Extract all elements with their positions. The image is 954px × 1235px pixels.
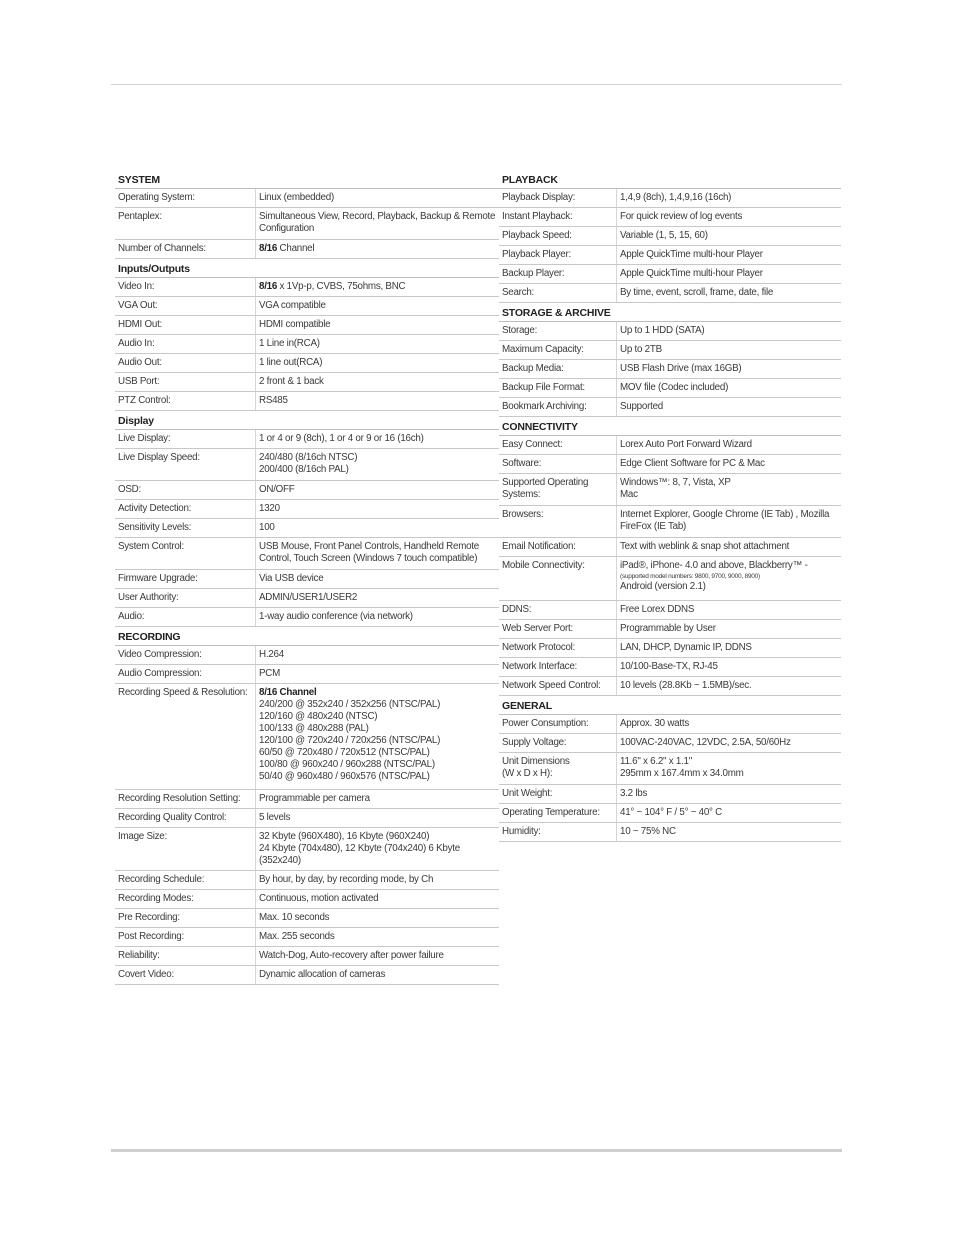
spec-label: Instant Playback:: [499, 208, 617, 226]
spec-label: User Authority:: [115, 589, 256, 607]
spec-row: [499, 658, 841, 677]
spec-label: Recording Resolution Setting:: [115, 790, 256, 808]
spec-value: MOV file (Codec included): [620, 382, 729, 393]
section-header-recording: RECORDING: [115, 627, 499, 646]
spec-row: [115, 354, 499, 373]
spec-label: Video In:: [115, 278, 256, 296]
spec-value: 1 Line in(RCA): [259, 338, 320, 349]
spec-row: [115, 909, 499, 928]
spec-label: Mobile Connectivity:: [499, 557, 617, 600]
spec-value: Windows™: 8, 7, Vista, XP Mac: [620, 477, 731, 500]
spec-value: Up to 1 HDD (SATA): [620, 325, 705, 336]
spec-label: Recording Speed & Resolution:: [115, 684, 256, 789]
bottom-rule: [111, 1149, 842, 1152]
spec-label: Web Server Port:: [499, 620, 617, 638]
spec-label: Sensitivity Levels:: [115, 519, 256, 537]
spec-value: 11.6" x 6.2" x 1.1" 295mm x 167.4mm x 34.0mm: [620, 756, 744, 779]
spec-value: 100VAC-240VAC, 12VDC, 2.5A, 50/60Hz: [620, 737, 791, 748]
spec-label: Live Display Speed:: [115, 449, 256, 480]
spec-value: USB Mouse, Front Panel Controls, Handheld Remote Control, Touch Screen (Windows 7 touch compatible): [259, 541, 479, 564]
spec-value: Continuous, motion activated: [259, 893, 379, 904]
spec-value: 2 front & 1 back: [259, 376, 324, 387]
spec-value: Simultaneous View, Record, Playback, Backup & Remote Configuration: [259, 211, 496, 234]
spec-label: Audio:: [115, 608, 256, 626]
spec-row: [115, 570, 499, 589]
spec-row: [499, 557, 841, 601]
spec-value: Up to 2TB: [620, 344, 662, 355]
spec-label: Video Compression:: [115, 646, 256, 664]
spec-column-right: [499, 170, 841, 842]
spec-value: PCM: [259, 668, 281, 679]
spec-label: Network Protocol:: [499, 639, 617, 657]
spec-value: Variable (1, 5, 15, 60): [620, 230, 708, 241]
spec-row: [115, 316, 499, 335]
section-header-display: Display: [115, 411, 499, 430]
spec-row: [499, 189, 841, 208]
spec-row: [499, 601, 841, 620]
section-header-storage-archive: STORAGE & ARCHIVE: [499, 303, 841, 322]
spec-row: [115, 890, 499, 909]
spec-value: For quick review of log events: [620, 211, 743, 222]
spec-row: [499, 379, 841, 398]
spec-label: Maximum Capacity:: [499, 341, 617, 359]
spec-label: Bookmark Archiving:: [499, 398, 617, 416]
spec-value: 100: [259, 522, 275, 533]
spec-value: Edge Client Software for PC & Mac: [620, 458, 765, 469]
spec-label: Network Interface:: [499, 658, 617, 676]
spec-label: Number of Channels:: [115, 240, 256, 258]
spec-row: [499, 322, 841, 341]
spec-label: USB Port:: [115, 373, 256, 391]
spec-row: [115, 665, 499, 684]
spec-label: Audio Compression:: [115, 665, 256, 683]
spec-value: Via USB device: [259, 573, 324, 584]
spec-label: Supported Operating Systems:: [499, 474, 617, 505]
spec-value: 8/16 Channel 240/200 @ 352x240 / 352x256 (NTSC/PAL) 120/160 @ 480x240 (NTSC) 100/133 @ 480x288 (PAL) 120/100 @ 720x240 / 720x256 (NTSC/PAL) 60/50 @ 720x480 / 720x512 (NTSC/PAL) 100/80 @ 960x240 / 960x288 (NTSC/PAL) 50/40 @ 960x480 / 960x576 (NTSC/PAL): [259, 687, 441, 782]
spec-value: 32 Kbyte (960X480), 16 Kbyte (960X240) 24 Kbyte (704x480), 12 Kbyte (704x240) 6 Kbyte (352x240): [259, 831, 460, 866]
spec-label: Search:: [499, 284, 617, 302]
spec-row: [115, 240, 499, 259]
spec-row: [115, 871, 499, 890]
spec-value: Watch-Dog, Auto-recovery after power failure: [259, 950, 444, 961]
spec-value: iPad®, iPhone- 4.0 and above, Blackberry™ - (supported model numbers: 9800, 9700, 9000, 8900) Android (version 2.1): [620, 560, 808, 592]
spec-row: [499, 246, 841, 265]
spec-value: ON/OFF: [259, 484, 295, 495]
spec-row: [115, 373, 499, 392]
spec-value: Lorex Auto Port Forward Wizard: [620, 439, 752, 450]
spec-row: [115, 966, 499, 985]
spec-label: Browsers:: [499, 506, 617, 537]
spec-label: Live Display:: [115, 430, 256, 448]
spec-label: Storage:: [499, 322, 617, 340]
spec-row: [499, 341, 841, 360]
spec-value: 8/16 x 1Vp-p, CVBS, 75ohms, BNC: [259, 281, 406, 292]
spec-label: Activity Detection:: [115, 500, 256, 518]
spec-label: Operating System:: [115, 189, 256, 207]
spec-value: Approx. 30 watts: [620, 718, 689, 729]
spec-row: [115, 684, 499, 790]
spec-value: VGA compatible: [259, 300, 326, 311]
spec-column-left: [115, 170, 499, 985]
spec-label: Backup Player:: [499, 265, 617, 283]
spec-row: [115, 809, 499, 828]
spec-row: [115, 519, 499, 538]
spec-label: Software:: [499, 455, 617, 473]
spec-value: Internet Explorer, Google Chrome (IE Tab) , Mozilla FireFox (IE Tab): [620, 509, 830, 532]
top-rule: [111, 84, 842, 85]
spec-label: Humidity:: [499, 823, 617, 841]
spec-label: Pentaplex:: [115, 208, 256, 239]
spec-label: Audio In:: [115, 335, 256, 353]
spec-row: [499, 753, 841, 785]
spec-row: [499, 227, 841, 246]
spec-value: 10/100-Base-TX, RJ-45: [620, 661, 718, 672]
spec-row: [499, 398, 841, 417]
spec-row: [115, 392, 499, 411]
spec-row: [499, 506, 841, 538]
spec-value: Programmable by User: [620, 623, 716, 634]
spec-row: [499, 474, 841, 506]
spec-row: [499, 677, 841, 696]
spec-label: VGA Out:: [115, 297, 256, 315]
spec-label: Image Size:: [115, 828, 256, 870]
spec-label: DDNS:: [499, 601, 617, 619]
spec-row: [115, 208, 499, 240]
spec-value: 8/16 Channel: [259, 243, 315, 254]
spec-row: [499, 620, 841, 639]
spec-row: [499, 360, 841, 379]
spec-value: 1 or 4 or 9 (8ch), 1 or 4 or 9 or 16 (16ch): [259, 433, 424, 444]
spec-value: 240/480 (8/16ch NTSC) 200/400 (8/16ch PAL): [259, 452, 358, 475]
spec-row: [115, 589, 499, 608]
spec-row: [115, 430, 499, 449]
spec-value: RS485: [259, 395, 288, 406]
spec-value: 1,4,9 (8ch), 1,4,9,16 (16ch): [620, 192, 732, 203]
spec-label: Easy Connect:: [499, 436, 617, 454]
spec-value: 10 ~ 75% NC: [620, 826, 676, 837]
spec-label: Reliability:: [115, 947, 256, 965]
section-header-playback: PLAYBACK: [499, 170, 841, 189]
spec-row: [115, 538, 499, 570]
spec-row: [499, 785, 841, 804]
spec-value: 5 levels: [259, 812, 291, 823]
spec-value: Dynamic allocation of cameras: [259, 969, 386, 980]
spec-row: [115, 646, 499, 665]
spec-row: [115, 335, 499, 354]
spec-label: OSD:: [115, 481, 256, 499]
spec-label: Playback Player:: [499, 246, 617, 264]
spec-row: [115, 481, 499, 500]
spec-label: Email Notification:: [499, 538, 617, 556]
spec-value: 3.2 lbs: [620, 788, 648, 799]
section-header-system: SYSTEM: [115, 170, 499, 189]
spec-value: Apple QuickTime multi-hour Player: [620, 249, 763, 260]
spec-value: 1-way audio conference (via network): [259, 611, 413, 622]
spec-label: Pre Recording:: [115, 909, 256, 927]
spec-row: [499, 538, 841, 557]
spec-label: HDMI Out:: [115, 316, 256, 334]
spec-row: [499, 208, 841, 227]
spec-value: 1 line out(RCA): [259, 357, 323, 368]
section-header-inputs-outputs: Inputs/Outputs: [115, 259, 499, 278]
spec-label: Playback Display:: [499, 189, 617, 207]
spec-value: 41° ~ 104° F / 5° ~ 40° C: [620, 807, 723, 818]
spec-row: [499, 639, 841, 658]
spec-label: Power Consumption:: [499, 715, 617, 733]
spec-row: [115, 500, 499, 519]
spec-value: H.264: [259, 649, 284, 660]
spec-value: 1320: [259, 503, 280, 514]
spec-label: Post Recording:: [115, 928, 256, 946]
spec-value: Programmable per camera: [259, 793, 370, 804]
spec-label: Recording Schedule:: [115, 871, 256, 889]
section-header-connectivity: CONNECTIVITY: [499, 417, 841, 436]
spec-label: Network Speed Control:: [499, 677, 617, 695]
spec-row: [115, 608, 499, 627]
spec-row: [115, 189, 499, 208]
spec-label: Operating Temperature:: [499, 804, 617, 822]
spec-label: Firmware Upgrade:: [115, 570, 256, 588]
spec-value: LAN, DHCP, Dynamic IP, DDNS: [620, 642, 752, 653]
spec-row: [499, 823, 841, 842]
spec-label: System Control:: [115, 538, 256, 569]
spec-row: [499, 715, 841, 734]
spec-label: PTZ Control:: [115, 392, 256, 410]
spec-label: Unit Dimensions (W x D x H):: [499, 753, 617, 784]
spec-label: Supply Voltage:: [499, 734, 617, 752]
spec-row: [499, 265, 841, 284]
spec-value: HDMI compatible: [259, 319, 331, 330]
spec-label: Recording Quality Control:: [115, 809, 256, 827]
section-header-general: GENERAL: [499, 696, 841, 715]
spec-row: [499, 455, 841, 474]
spec-label: Recording Modes:: [115, 890, 256, 908]
spec-row: [115, 947, 499, 966]
spec-value: By time, event, scroll, frame, date, file: [620, 287, 774, 298]
spec-row: [115, 278, 499, 297]
spec-label: Backup File Format:: [499, 379, 617, 397]
spec-value: Apple QuickTime multi-hour Player: [620, 268, 763, 279]
spec-value: Linux (embedded): [259, 192, 334, 203]
spec-row: [115, 928, 499, 947]
spec-value: Max. 255 seconds: [259, 931, 335, 942]
spec-value: 10 levels (28.8Kb ~ 1.5MB)/sec.: [620, 680, 752, 691]
spec-label: Unit Weight:: [499, 785, 617, 803]
spec-row: [499, 804, 841, 823]
spec-row: [115, 790, 499, 809]
spec-row: [499, 284, 841, 303]
spec-label: Playback Speed:: [499, 227, 617, 245]
spec-row: [115, 828, 499, 871]
spec-value: Free Lorex DDNS: [620, 604, 695, 615]
spec-row: [115, 449, 499, 481]
spec-value: ADMIN/USER1/USER2: [259, 592, 358, 603]
spec-row: [499, 734, 841, 753]
spec-value: By hour, by day, by recording mode, by Ch: [259, 874, 434, 885]
spec-label: Covert Video:: [115, 966, 256, 984]
spec-value: USB Flash Drive (max 16GB): [620, 363, 742, 374]
spec-value: Text with weblink & snap shot attachment: [620, 541, 790, 552]
spec-row: [115, 297, 499, 316]
spec-value: Supported: [620, 401, 663, 412]
spec-row: [499, 436, 841, 455]
spec-label: Backup Media:: [499, 360, 617, 378]
spec-label: Audio Out:: [115, 354, 256, 372]
spec-value: Max. 10 seconds: [259, 912, 330, 923]
